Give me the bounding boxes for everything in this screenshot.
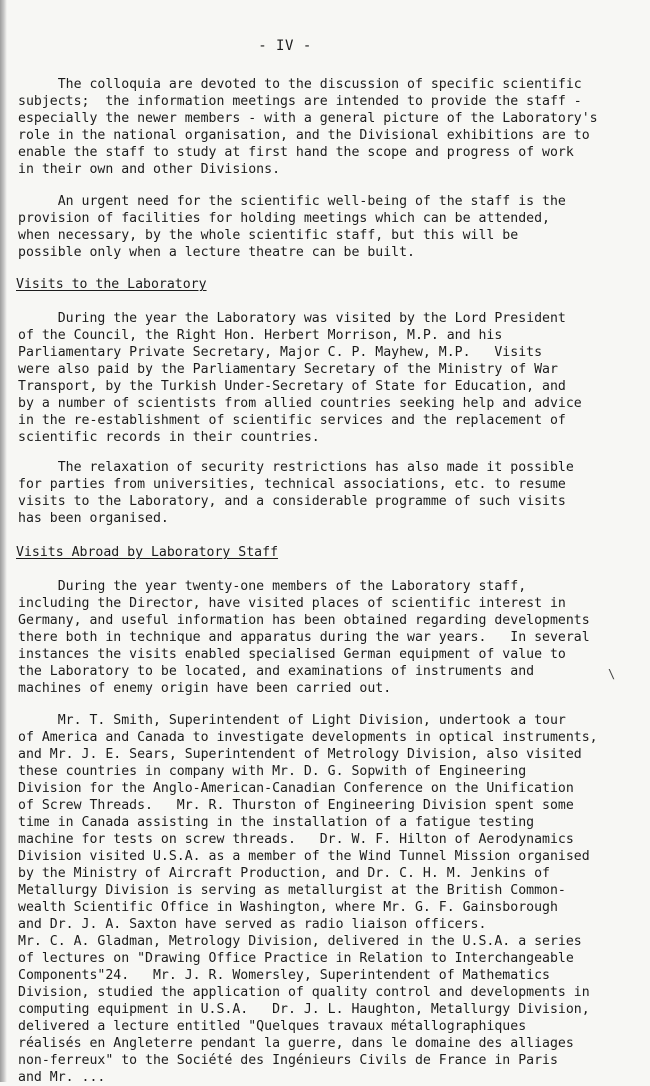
text-line: provision of facilities for holding meetings which can be attended,	[18, 211, 550, 226]
text-line: visits to the Laboratory, and a considerable programme of such visits	[18, 494, 566, 509]
text-line: Division visited U.S.A. as a member of the Wind Tunnel Mission organised	[18, 849, 590, 864]
text-line: and Dr. J. A. Saxton have served as radio liaison officers.	[18, 917, 487, 932]
paragraph-visits-abroad-intro	[18, 578, 648, 697]
paragraph-visits-to-laboratory	[18, 310, 648, 446]
margin-pencil-mark: \	[608, 667, 616, 681]
text-line: of America and Canada to investigate developments in optical instruments,	[18, 730, 598, 745]
text-line: were also paid by the Parliamentary Secretary of the Ministry of War	[18, 362, 558, 377]
text-line: by a number of scientists from allied countries seeking help and advice	[18, 396, 582, 411]
text-line: Mr. C. A. Gladman, Metrology Division, delivered in the U.S.A. a series	[18, 934, 582, 949]
text-line: réalisés en Angleterre pendant la guerre, dans le domaine des alliages	[18, 1036, 574, 1051]
text-line: the Laboratory to be located, and examinations of instruments and	[18, 664, 535, 679]
text-line: Division for the Anglo-American-Canadian Conference on the Unification	[18, 781, 574, 796]
text-line: Division, studied the application of quality control and developments in	[18, 985, 590, 1000]
text-line: machine for tests on screw threads. Dr. W. F. Hilton of Aerodynamics	[18, 832, 574, 847]
text-line: instances the visits enabled specialised German equipment of value to	[18, 647, 566, 662]
text-line: enable the staff to study at first hand the scope and progress of work	[18, 145, 574, 160]
text-line: in the re-establishment of scientific services and the replacement of	[18, 413, 566, 428]
text-line: During the year the Laboratory was visited by the Lord President	[18, 311, 566, 326]
text-line: subjects; the information meetings are intended to provide the staff -	[18, 94, 582, 109]
text-line: these countries in company with Mr. D. G. Sopwith of Engineering	[18, 764, 527, 779]
text-line: of Screw Threads. Mr. R. Thurston of Engineering Division spent some	[18, 798, 574, 813]
text-line: for parties from universities, technical associations, etc. to resume	[18, 477, 566, 492]
page-number: - IV -	[258, 38, 312, 54]
text-line: and Mr. J. E. Sears, Superintendent of Metrology Division, also visited	[18, 747, 582, 762]
text-line: Germany, and useful information has been obtained regarding developments	[18, 613, 590, 628]
text-line: including the Director, have visited places of scientific interest in	[18, 596, 566, 611]
text-line: has been organised.	[18, 511, 169, 526]
text-line: wealth Scientific Office in Washington, where Mr. G. F. Gainsborough	[18, 900, 558, 915]
text-line: role in the national organisation, and the Divisional exhibitions are to	[18, 128, 590, 143]
paragraph-staff-visits-detail	[18, 712, 648, 1086]
text-line: in their own and other Divisions.	[18, 162, 281, 177]
text-line: especially the newer members - with a general picture of the Laboratory's	[18, 111, 598, 126]
text-line: Mr. T. Smith, Superintendent of Light Division, undertook a tour	[18, 713, 566, 728]
text-line: computing equipment in U.S.A. Dr. J. L. Haughton, Metallurgy Division,	[18, 1002, 590, 1017]
text-line: The relaxation of security restrictions has also made it possible	[18, 460, 574, 475]
text-line: machines of enemy origin have been carried out.	[18, 681, 392, 696]
text-line: when necessary, by the whole scientific staff, but this will be	[18, 228, 519, 243]
text-line: non-ferreux" to the Société des Ingénieurs Civils de France in Paris	[18, 1053, 558, 1068]
text-line: delivered a lecture entitled "Quelques travaux métallographiques	[18, 1019, 527, 1034]
text-line: of the Council, the Right Hon. Herbert Morrison, M.P. and his	[18, 328, 503, 343]
paragraph-colloquia	[18, 76, 648, 178]
text-line: An urgent need for the scientific well-being of the staff is the	[18, 194, 566, 209]
text-line: there both in technique and apparatus during the war years. In several	[18, 630, 590, 645]
section-heading-visits-abroad: Visits Abroad by Laboratory Staff	[16, 545, 279, 560]
text-line: scientific records in their countries.	[18, 430, 320, 445]
text-line: of lectures on "Drawing Office Practice in Relation to Interchangeable	[18, 951, 574, 966]
text-line: Transport, by the Turkish Under-Secretary of State for Education, and	[18, 379, 566, 394]
text-line: Parliamentary Private Secretary, Major C. P. Mayhew, M.P. Visits	[18, 345, 543, 360]
text-line: During the year twenty-one members of the Laboratory staff,	[18, 579, 527, 594]
text-line: Metallurgy Division is serving as metallurgist at the British Common-	[18, 883, 566, 898]
scanned-binding-edge	[0, 0, 7, 1082]
text-line: Components"24. Mr. J. R. Womersley, Superintendent of Mathematics	[18, 968, 550, 983]
text-line: and Mr. ...	[18, 1070, 106, 1085]
paragraph-security-relaxation	[18, 459, 648, 527]
section-heading-visits-to-laboratory: Visits to the Laboratory	[16, 277, 207, 292]
paragraph-urgent-need	[18, 193, 648, 261]
text-line: time in Canada assisting in the installation of a fatigue testing	[18, 815, 535, 830]
text-line: The colloquia are devoted to the discussion of specific scientific	[18, 77, 582, 92]
text-line: by the Ministry of Aircraft Production, and Dr. C. H. M. Jenkins of	[18, 866, 550, 881]
text-line: possible only when a lecture theatre can be built.	[18, 245, 415, 260]
